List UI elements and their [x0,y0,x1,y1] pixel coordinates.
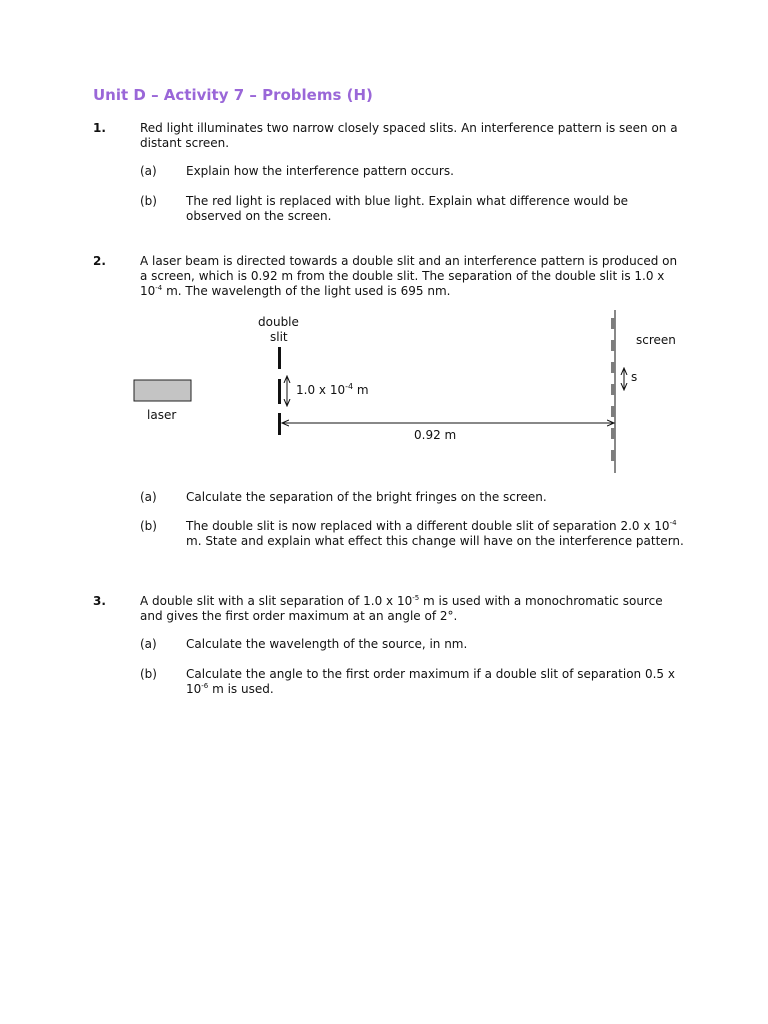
screen-label: screen [636,333,676,347]
fringe-separation-label: s [631,370,638,384]
part-label: (a) [140,490,157,504]
question-number: 1. [93,121,106,135]
question-text: A laser beam is directed towards a double slit and an interference pattern is produced on a screen, which is 0.92 m from the double slit. The separation of the double slit is 1.0 x $10^{-4}$ m. The wavelength of the light used is 695 nm. [140,254,678,298]
question-text: A double slit with a slit separation of 1.0 x $10^{-5}$ m is used with a monochromatic source and gives the first order maximum at an angle of 2°. [140,594,663,623]
part-label: (b) [140,519,157,533]
part-label: (a) [140,637,157,651]
laser-box [134,380,191,401]
slit-separation-label: 1.0 x $10^{-4}$ m [296,382,369,397]
question-number: 3. [93,594,106,608]
part-text: Explain how the interference pattern occurs. [186,164,454,178]
part-text: Calculate the angle to the first order maximum if a double slit of separation 0.5 x $10^{-6}$ m is used. [186,667,675,696]
double-slit-barrier [278,347,281,435]
part-text: The double slit is now replaced with a different double slit of separation 2.0 x $10^{-4}$ m. State and explain what effect this change will have on the interference pattern. [186,519,684,548]
part-label: (b) [140,194,157,208]
distance-label: 0.92 m [414,428,457,442]
bright-fringes [611,318,615,461]
part-text: The red light is replaced with blue light. Explain what difference would be observed on the screen. [186,194,629,223]
question-text: Red light illuminates two narrow closely spaced slits. An interference pattern is seen on a distant screen. [140,121,678,150]
double-slit-label-line1: double [258,315,299,329]
question-number: 2. [93,254,106,268]
double-slit-label-line2: slit [270,330,288,344]
part-label: (a) [140,164,157,178]
part-text: Calculate the wavelength of the source, in nm. [186,637,468,651]
laser-label: laser [147,408,177,422]
part-text: Calculate the separation of the bright fringes on the screen. [186,490,547,504]
part-label: (b) [140,667,157,681]
page-title: Unit D – Activity 7 – Problems (H) [93,86,373,104]
